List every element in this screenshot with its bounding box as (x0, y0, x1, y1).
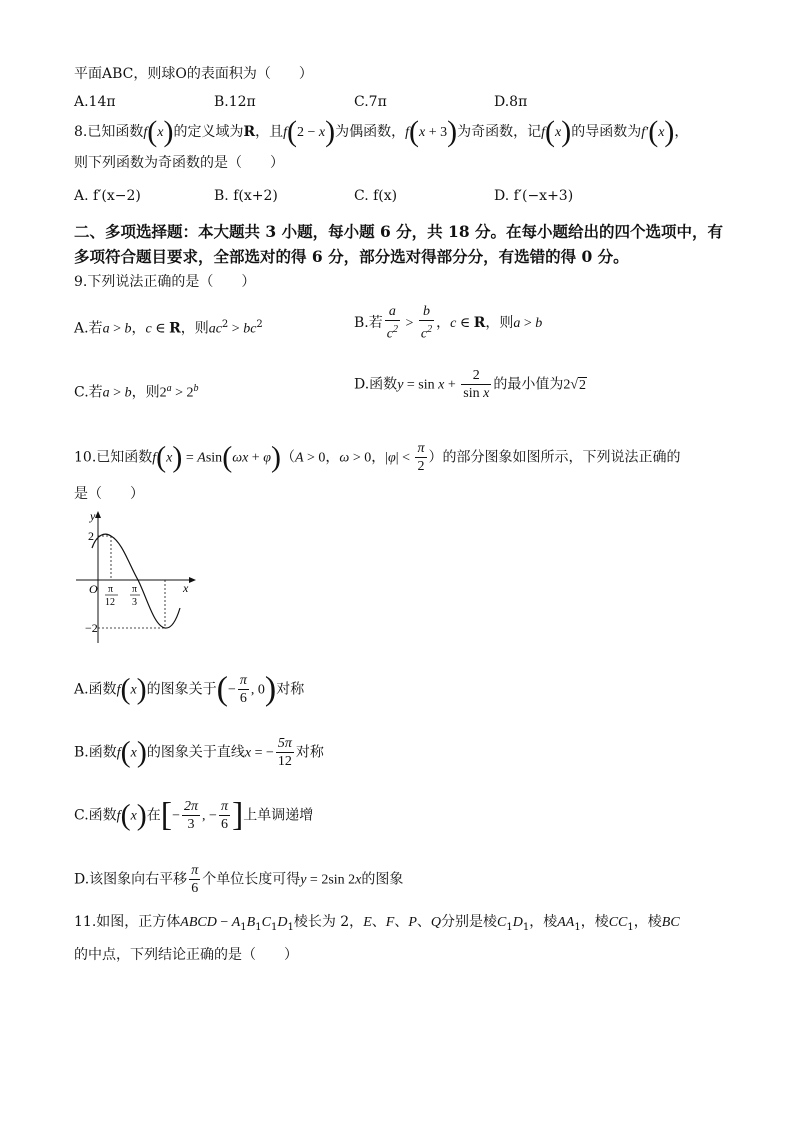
x-tick-pi12-den: 12 (105, 597, 115, 608)
section2-heading-line1: 二、多项选择题：本大题共 3 小题，每小题 6 分，共 18 分。在每小题给出的四个选项中，有 (74, 222, 724, 241)
y-tick-neg2: −2 (85, 621, 98, 635)
y-axis-label: y (90, 509, 96, 523)
q11-stem-line2: 的中点，下列结论正确的是（ ） (74, 947, 298, 963)
q7-option-c[interactable]: C.7π (354, 94, 387, 110)
q9-option-b[interactable]: B.若 $\frac{a}{c^2}$ > $\frac{b}{c^2}$ ，c ∈ R，则a > b (354, 304, 543, 342)
q8-stem-line2: 则下列函数为奇函数的是（ ） (74, 155, 284, 171)
q10-option-b[interactable]: B.函数f(x)的图象关于直线x = − $\frac{5\pi}{12}$ 对称 (74, 735, 324, 769)
x-tick-pi3-den: 3 (132, 597, 137, 608)
q8-stem: 8.已知函数f(x)的定义域为R，且f(2 − x)为偶函数，f(x + 3)为奇函数，记f(x)的导函数为f′(x)， (74, 115, 689, 148)
q9-option-d[interactable]: D.函数y = sin x + $\frac{2}{\text{sin x}}$ 的最小值为2√2 (354, 368, 587, 401)
q8-option-c[interactable]: C. f(x) (354, 188, 398, 204)
x-tick-pi3-num: π (132, 584, 138, 595)
q9-stem: 9.下列说法正确的是（ ） (74, 274, 256, 290)
x-tick-pi12-num: π (108, 584, 114, 595)
q10-stem-line2: 是（ ） (74, 486, 144, 502)
x-axis-arrow (189, 577, 196, 583)
q9-option-a[interactable]: A.若a > b，c ∈ R，则$ac^2 > bc^2$ (74, 319, 263, 337)
y-tick-2: 2 (88, 529, 94, 543)
q8-option-a[interactable]: A. f′(x−2) (74, 188, 141, 204)
q10-option-c[interactable]: C.函数f(x)在[− $\frac{2\pi}{3}$ , − $\frac{\pi}{6}$ ]上单调递增 (74, 796, 314, 834)
q8-option-b[interactable]: B. f(x+2) (214, 188, 278, 204)
q10-sine-graph (70, 508, 200, 648)
q7-option-a[interactable]: A.14π (74, 94, 116, 110)
q7-option-d[interactable]: D.8π (494, 94, 528, 110)
q10-stem: 10.已知函数f(x) = Asin(ωx + φ)（A > 0，ω > 0，|φ| < $\frac{\pi}{2}$ ）的部分图象如图所示，下列说法正确的 (74, 440, 681, 474)
q10-option-d[interactable]: D.该图象向右平移 $\frac{\pi}{6}$ 个单位长度可得y = 2sin 2x的图象 (74, 863, 404, 896)
q7-option-b[interactable]: B.12π (214, 94, 256, 110)
q9-option-c[interactable]: C.若a > b，则$2^a > 2^b$ (74, 383, 199, 401)
q10-option-a[interactable]: A.函数f(x)的图象关于(− $\frac{\pi}{6}$ , 0)对称 (74, 670, 305, 708)
y-axis-arrow (95, 511, 101, 518)
q8-option-d[interactable]: D. f′(−x+3) (494, 188, 574, 204)
q11-stem: 11.如图，正方体ABCD − $A_1B_1C_1D_1$棱长为 2，E、F、P、Q分别是棱$C_1D_1$，棱$AA_1$，棱$CC_1$，棱BC (74, 914, 680, 933)
x-axis-label: x (183, 581, 189, 595)
q7-tail: 平面ABC，则球O的表面积为（ ） (74, 66, 313, 82)
sine-curve (92, 534, 180, 628)
section2-heading-line2: 多项符合题目要求，全部选对的得 6 分，部分选对得部分分，有选错的得 0 分。 (74, 247, 629, 266)
origin-label: O (89, 582, 98, 596)
